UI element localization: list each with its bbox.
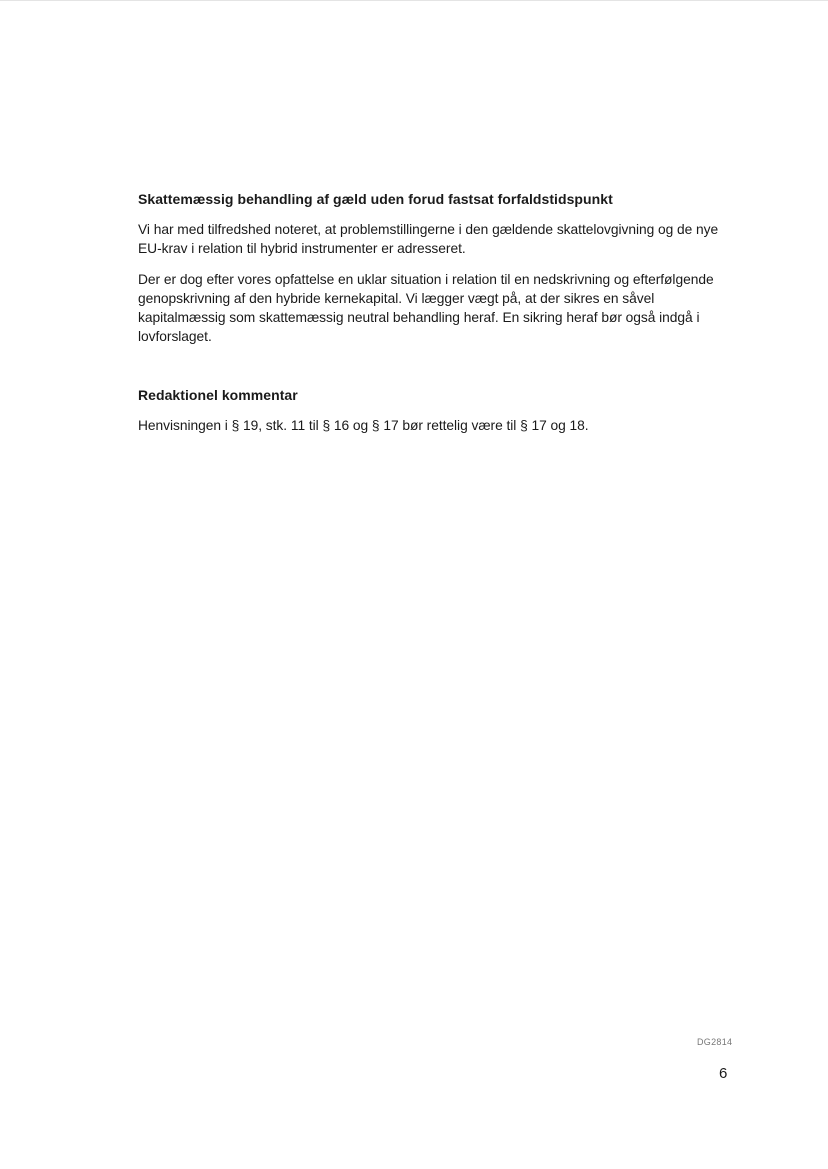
paragraph: Henvisningen i § 19, stk. 11 til § 16 og § 17 bør rettelig være til § 17 og 18.: [138, 418, 589, 433]
section-heading: Skattemæssig behandling af gæld uden forud fastsat forfaldstidspunkt: [138, 191, 613, 207]
section-editorial-comment: [138, 385, 728, 435]
section-tax-treatment: [138, 189, 728, 346]
document-body: [138, 189, 728, 447]
paragraph: Der er dog efter vores opfattelse en uklar situation i relation til en nedskrivning og efterfølgende genopskrivning af den hybride kernekapital. Vi lægger vægt på, at der sikres en såvel kapitalmæssig som skattemæssig neutral behandling heraf. En sikring heraf bør også indgå i lovforslaget.: [138, 272, 714, 344]
paragraph: Vi har med tilfredshed noteret, at problemstillingerne i den gældende skattelovgivning og de nye EU-krav i relation til hybrid instrumenter er adresseret.: [138, 222, 719, 256]
section-heading: Redaktionel kommentar: [138, 387, 298, 403]
document-code: DG2814: [697, 1037, 733, 1047]
page-number: 6: [719, 1065, 728, 1082]
